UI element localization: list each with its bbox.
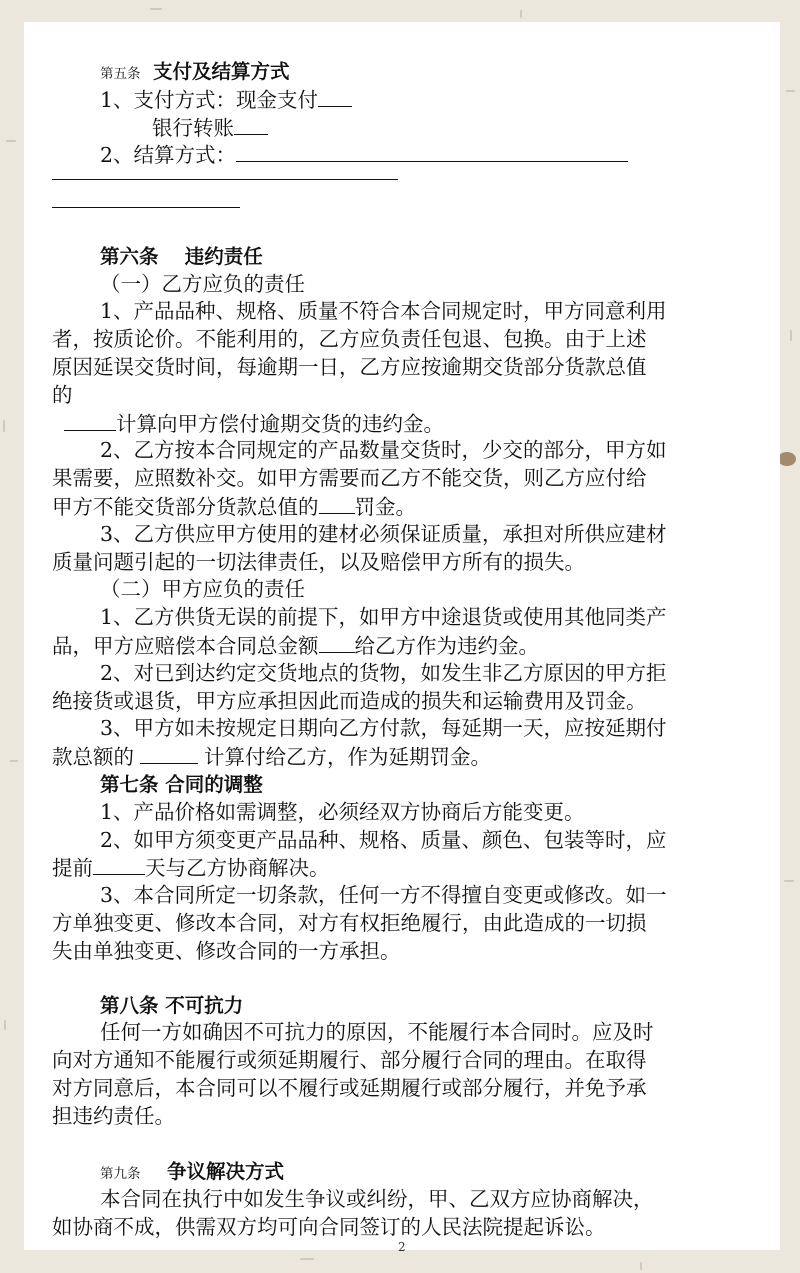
bg-speck (790, 330, 792, 341)
article8-line: 担违约责任。 (52, 1103, 175, 1128)
article6-p1-line: 者，按质论价。不能利用的，乙方应负责任包退、包换。由于上述 (52, 327, 647, 352)
bg-speck (784, 880, 794, 882)
bg-speck (6, 140, 16, 142)
article9-heading (52, 1158, 752, 1186)
blank-line-2 (52, 197, 752, 225)
settlement-text: 2、结算方式： (100, 143, 237, 168)
article6-sub2: （二）甲方应负的责任 (100, 577, 305, 602)
article6-q2-line: 绝接货或退货，甲方应承担因此而造成的损失和运输费用及罚金。 (52, 688, 647, 713)
article7-p3-line: 方单独变更、修改本合同，对方有权拒绝履行，由此造成的一切损 (52, 910, 647, 935)
shortfall-penalty-blank (319, 493, 355, 514)
article6-q1-line: 1、乙方供货无误的前提下，如甲方中途退货或使用其他同类产 (100, 605, 667, 630)
bg-speck (640, 1262, 642, 1270)
article6-q3-line: 3、甲方如未按规定日期向乙方付款，每延期一天，应按延期付 (100, 716, 667, 741)
article6-p1-text: 计算向甲方偿付逾期交货的违约金。 (116, 411, 444, 436)
article7-p2-line: 2、如甲方须变更产品品种、规格、质量、颜色、包装等时，应 (100, 827, 667, 852)
page-number: 2 (398, 1240, 406, 1254)
article7-p2-text: 天与乙方协商解决。 (145, 856, 330, 881)
article5-heading (52, 58, 752, 86)
article8-title: 第八条 不可抗力 (100, 993, 244, 1017)
article6-q1-text: 给乙方作为违约金。 (354, 633, 539, 658)
article9-title: 争议解决方式 (167, 1160, 285, 1184)
article6-q1-text: 品，甲方应赔偿本合同总金额 (52, 633, 319, 658)
article6-p1-line: 原因延误交货时间，每逾期一日，乙方应按逾期交货部分货款总值 (52, 354, 647, 379)
article6-q3-text: 款总额的 (52, 745, 134, 770)
blank-rule (52, 207, 240, 208)
late-penalty-blank (140, 743, 198, 764)
penalty-rate-blank (64, 410, 116, 431)
article6-q1-line (52, 632, 752, 660)
article6-p2-line: 果需要，应照数补交。如甲方需要而乙方不能交货，则乙方应付给 (52, 466, 647, 491)
article7-p1: 1、产品价格如需调整，必须经双方协商后方能变更。 (100, 799, 585, 824)
article6-p2-line: 2、乙方按本合同规定的产品数量交货时，少交的部分，甲方如 (100, 438, 667, 463)
article9-line: 本合同在执行中如发生争议或纠纷，甲、乙双方应协商解决， (100, 1187, 654, 1212)
bank-transfer-text: 银行转账 (152, 115, 234, 140)
settlement-blank (236, 141, 628, 162)
article7-p3-line: 3、本合同所定一切条款，任何一方不得擅自变更或修改。如一 (100, 883, 667, 908)
article9-number: 第九条 (100, 1166, 141, 1183)
blank-rule (52, 179, 398, 180)
article6-p3-line: 3、乙方供应甲方使用的建材必须保证质量，承担对所供应建材 (100, 521, 667, 546)
article7-p2-line (52, 854, 752, 882)
article6-q3-text: 计算付给乙方，作为延期罚金。 (204, 745, 491, 770)
article9-line: 如协商不成，供需双方均可向合同签订的人民法院提起诉讼。 (52, 1215, 606, 1240)
article8-line: 对方同意后，本合同可以不履行或延期履行或部分履行，并免予承 (52, 1075, 647, 1100)
bg-speck (3, 420, 5, 432)
article6-p1-line: 1、产品品种、规格、质量不符合本合同规定时，甲方同意利用 (100, 299, 667, 324)
article8-line: 任何一方如确因不可抗力的原因，不能履行本合同时。应及时 (100, 1020, 654, 1045)
article5-number: 第五条 (100, 66, 141, 82)
article6-title: 第六条 违约责任 (100, 244, 263, 268)
payment-method-text: 1、支付方式：现金支付 (100, 87, 319, 112)
article5-item1b (52, 114, 752, 142)
ink-blot (778, 452, 796, 466)
article8-line: 向对方通知不能履行或须延期履行、部分履行合同的理由。在取得 (52, 1048, 647, 1073)
contract-body (52, 58, 752, 1242)
article5-item1 (52, 86, 752, 114)
blank-line-1 (52, 169, 752, 197)
bank-blank (234, 114, 268, 135)
article6-p1-line: 的 (52, 382, 73, 407)
article5-title: 支付及结算方式 (153, 60, 290, 83)
article7-title: 第七条 合同的调整 (100, 772, 263, 796)
article7-p2-text: 提前 (52, 856, 93, 881)
bg-speck (300, 1258, 314, 1260)
article6-p2-text: 甲方不能交货部分货款总值的 (52, 494, 319, 519)
article6-p1-line (52, 410, 752, 438)
article6-p2-text: 罚金。 (354, 494, 416, 519)
compensation-blank (319, 632, 355, 653)
article6-q2-line: 2、对已到达约定交货地点的货物，如发生非乙方原因的甲方拒 (100, 660, 667, 685)
article7-p3-line: 失由单独变更、修改合同的一方承担。 (52, 938, 401, 963)
bg-speck (4, 1020, 6, 1030)
article6-sub1: （一）乙方应负的责任 (100, 271, 305, 296)
cash-blank (318, 86, 352, 107)
notice-days-blank (93, 854, 145, 875)
bg-speck (786, 90, 795, 92)
bg-speck (150, 8, 162, 10)
article5-item2 (52, 141, 752, 169)
article6-p3-line: 质量问题引起的一切法律责任，以及赔偿甲方所有的损失。 (52, 549, 585, 574)
bg-speck (520, 10, 522, 18)
article6-p2-line (52, 493, 752, 521)
article6-q3-line (52, 743, 752, 771)
bg-speck (10, 760, 18, 762)
